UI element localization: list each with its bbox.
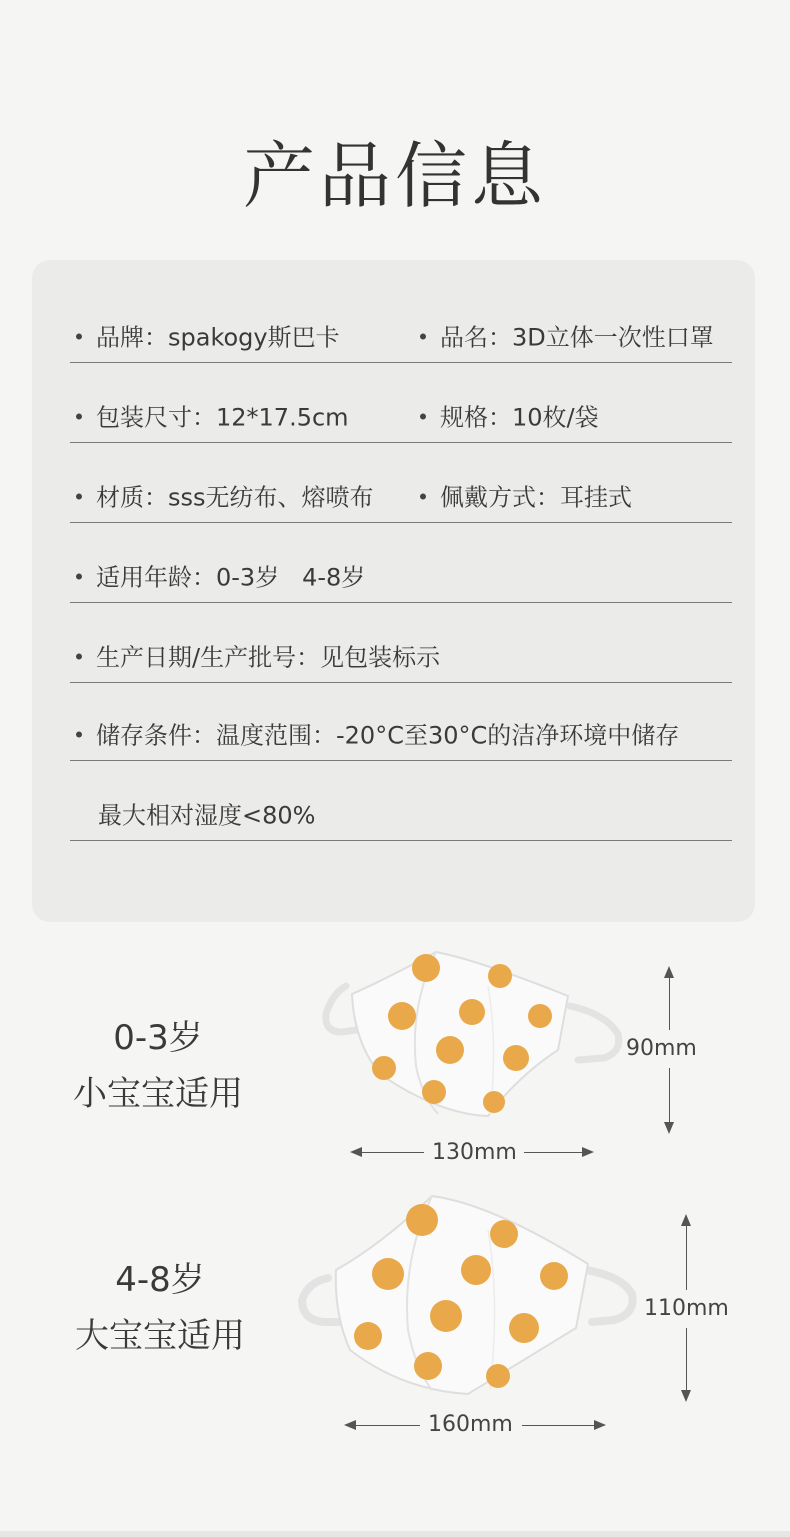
info-item	[420, 398, 599, 433]
dimension-arrow-icon	[344, 1420, 356, 1430]
dimension-line	[686, 1328, 687, 1390]
dimension-arrow-icon	[681, 1390, 691, 1402]
info-row	[70, 523, 732, 603]
info-item	[76, 716, 679, 751]
size-label-large	[60, 1252, 260, 1364]
size-label-small	[58, 1010, 258, 1122]
dimension-arrow-icon	[594, 1420, 606, 1430]
info-row	[70, 603, 732, 683]
bullet-dot-icon	[420, 414, 426, 420]
dimension-arrow-icon	[664, 1122, 674, 1134]
bullet-dot-icon	[76, 334, 82, 340]
bottom-divider	[0, 1531, 790, 1537]
mask-illustration-icon	[318, 946, 638, 1126]
info-text: 最大相对湿度<80%	[98, 801, 316, 830]
bullet-dot-icon	[76, 494, 82, 500]
info-item	[76, 638, 440, 673]
info-text: 材质：sss无纺布、熔喷布	[96, 483, 374, 512]
dimension-line	[356, 1425, 420, 1426]
info-item	[98, 796, 315, 831]
dimension-arrow-icon	[582, 1147, 594, 1157]
info-text: 包装尺寸：12*17.5cm	[96, 403, 349, 432]
info-text: 适用年龄：0-3岁 4-8岁	[96, 563, 366, 592]
product-info-card	[32, 260, 755, 922]
age-description: 小宝宝适用	[73, 1074, 243, 1114]
info-text: 生产日期/生产批号：见包装标示	[96, 643, 441, 672]
info-text: 规格：10枚/袋	[440, 403, 599, 432]
age-description: 大宝宝适用	[75, 1316, 245, 1356]
info-text: 品牌：spakogy斯巴卡	[96, 323, 340, 352]
info-row	[70, 283, 732, 363]
dimension-line	[524, 1152, 582, 1153]
height-dimension-large: 110mm	[644, 1296, 729, 1321]
info-text: 储存条件：温度范围：-20°C至30°C的洁净环境中储存	[96, 721, 680, 750]
dimension-arrow-icon	[350, 1147, 362, 1157]
info-row	[70, 761, 732, 841]
dimension-arrow-icon	[681, 1214, 691, 1226]
bullet-dot-icon	[76, 654, 82, 660]
mask-illustration-icon	[292, 1190, 642, 1400]
info-row	[70, 681, 732, 761]
info-text: 佩戴方式：耳挂式	[440, 483, 632, 512]
width-dimension-large: 160mm	[428, 1412, 513, 1437]
age-range: 0-3岁	[113, 1018, 203, 1058]
bullet-dot-icon	[76, 574, 82, 580]
age-range: 4-8岁	[115, 1260, 205, 1300]
info-row	[70, 443, 732, 523]
dimension-line	[362, 1152, 424, 1153]
dimension-arrow-icon	[664, 966, 674, 978]
bullet-dot-icon	[76, 414, 82, 420]
page-title: 产品信息	[242, 134, 547, 218]
info-item	[420, 318, 714, 353]
info-item	[76, 478, 374, 513]
height-dimension-small: 90mm	[626, 1036, 697, 1061]
bullet-dot-icon	[420, 334, 426, 340]
bullet-dot-icon	[76, 732, 82, 738]
dimension-line	[669, 976, 670, 1030]
info-item	[76, 318, 340, 353]
dimension-line	[686, 1226, 687, 1290]
width-dimension-small: 130mm	[432, 1140, 517, 1165]
dimension-line	[522, 1425, 594, 1426]
info-row	[70, 363, 732, 443]
info-text: 品名：3D立体一次性口罩	[440, 323, 714, 352]
dimension-line	[669, 1068, 670, 1122]
info-item	[420, 478, 632, 513]
info-item	[76, 558, 365, 593]
info-item	[76, 398, 349, 433]
bullet-dot-icon	[420, 494, 426, 500]
